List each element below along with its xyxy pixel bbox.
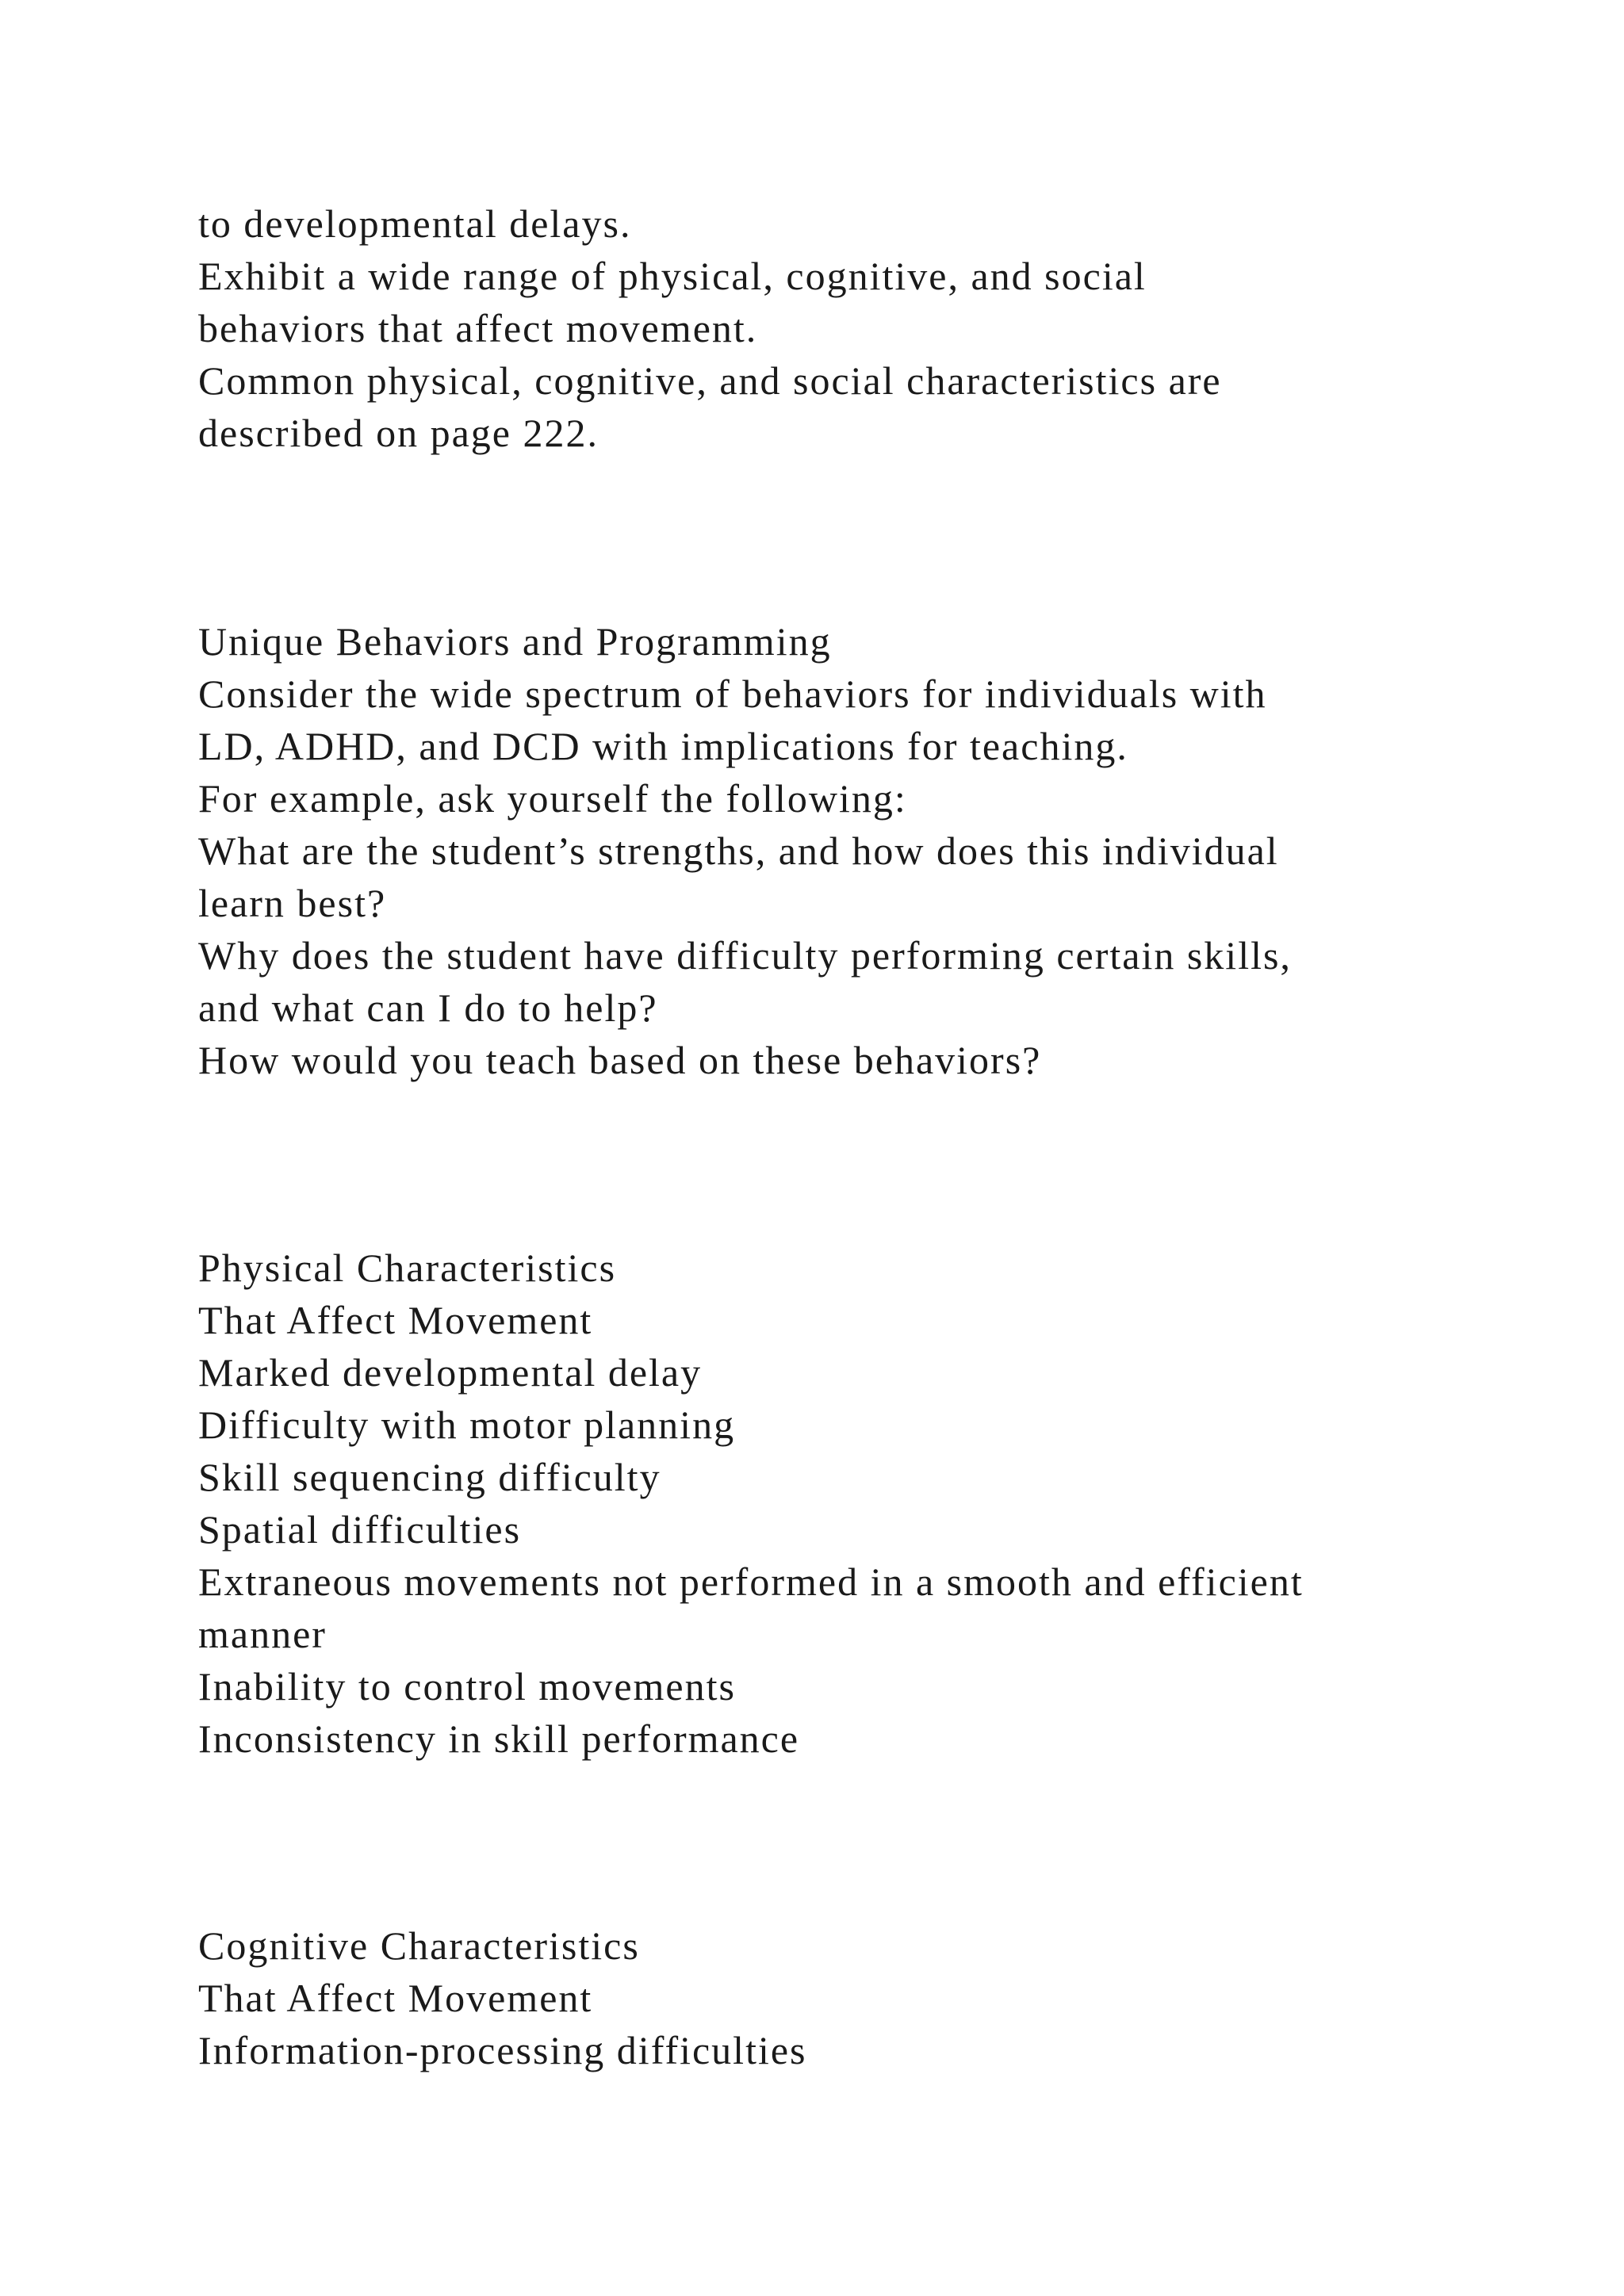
- text-line: Why does the student have difficulty performing certain skills,: [198, 933, 1292, 978]
- list-item: Difficulty with motor planning: [198, 1402, 736, 1447]
- text-line: described on page 222.: [198, 411, 599, 455]
- list-item: Inconsistency in skill performance: [198, 1716, 800, 1761]
- list-item: Extraneous movements not performed in a smooth and efficient: [198, 1559, 1304, 1604]
- text-line: Consider the wide spectrum of behaviors for individuals with: [198, 672, 1267, 716]
- list-item: manner: [198, 1612, 327, 1656]
- text-line: to developmental delays.: [198, 201, 632, 246]
- list-item: Inability to control movements: [198, 1664, 736, 1709]
- section-subheading: That Affect Movement: [198, 1976, 593, 2020]
- text-line: LD, ADHD, and DCD with implications for teaching.: [198, 724, 1128, 768]
- intro-paragraph: [198, 197, 1507, 459]
- text-line: For example, ask yourself the following:: [198, 776, 907, 821]
- section-heading: Cognitive Characteristics: [198, 1923, 640, 1968]
- list-item: Information-processing difficulties: [198, 2028, 807, 2072]
- text-line: learn best?: [198, 881, 387, 925]
- unique-behaviors-section: [198, 615, 1507, 1086]
- text-line: and what can I do to help?: [198, 985, 658, 1030]
- physical-characteristics-section: [198, 1242, 1507, 1765]
- section-heading: Physical Characteristics: [198, 1246, 617, 1290]
- section-subheading: That Affect Movement: [198, 1298, 593, 1342]
- text-line: What are the student’s strengths, and how does this individual: [198, 828, 1279, 873]
- text-line: How would you teach based on these behaviors?: [198, 1038, 1042, 1082]
- text-line: Common physical, cognitive, and social characteristics are: [198, 358, 1222, 403]
- text-line: Exhibit a wide range of physical, cognitive, and social: [198, 254, 1147, 298]
- text-line: behaviors that affect movement.: [198, 306, 758, 350]
- list-item: Spatial difficulties: [198, 1507, 522, 1552]
- list-item: Skill sequencing difficulty: [198, 1455, 661, 1499]
- section-heading: Unique Behaviors and Programming: [198, 619, 832, 664]
- list-item: Marked developmental delay: [198, 1350, 703, 1395]
- cognitive-characteristics-section: [198, 1919, 1507, 2076]
